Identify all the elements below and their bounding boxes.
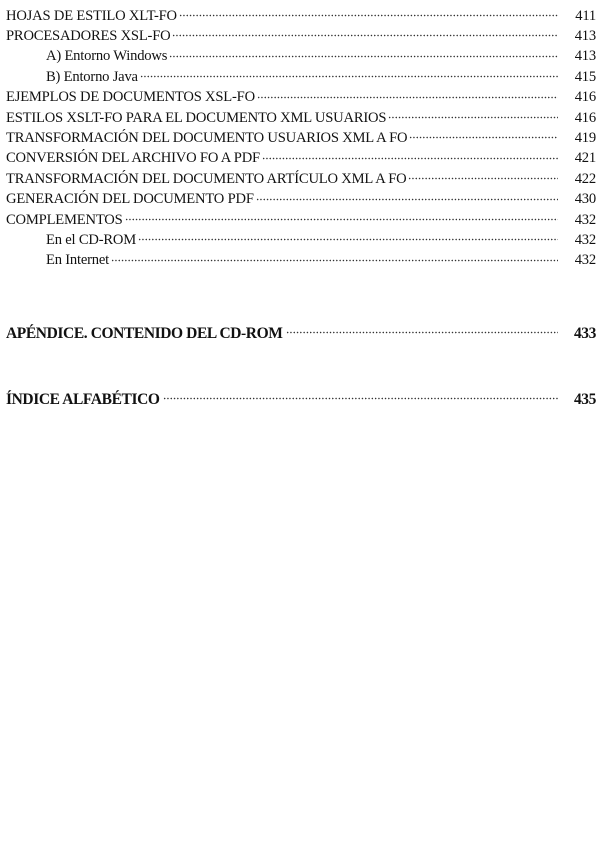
- toc-page-number: 419: [574, 129, 596, 146]
- toc-page-number: 422: [574, 170, 596, 187]
- leader-dots: [388, 110, 558, 125]
- toc-entry-label: PROCESADORES XSL-FO: [6, 27, 171, 44]
- toc-page-number: 416: [574, 109, 596, 126]
- toc-subentry-row[interactable]: [6, 229, 596, 249]
- leader-dots: [125, 212, 558, 227]
- leader-dots: [286, 325, 559, 341]
- toc-page-number: 435: [573, 390, 596, 408]
- toc-entry-label: COMPLEMENTOS: [6, 211, 123, 228]
- toc-entry-label: TRANSFORMACIÓN DEL DOCUMENTO ARTÍCULO XML A FO: [6, 170, 407, 187]
- toc-entry-row[interactable]: [6, 107, 596, 127]
- index-entry: [6, 388, 596, 408]
- toc-entry-row[interactable]: [6, 5, 596, 25]
- toc-entry-label: En el CD-ROM: [46, 231, 137, 248]
- toc-page-number: 432: [574, 231, 596, 248]
- leader-dots: [138, 232, 558, 247]
- toc-entry-label: En Internet: [46, 252, 110, 269]
- toc-entry-label: ESTILOS XSLT-FO PARA EL DOCUMENTO XML USUARIOS: [6, 109, 387, 126]
- leader-dots: [163, 391, 558, 407]
- toc-entry-label: GENERACIÓN DEL DOCUMENTO PDF: [6, 191, 254, 208]
- leader-dots: [111, 253, 558, 268]
- leader-dots: [140, 69, 558, 84]
- toc-main-row[interactable]: [6, 322, 596, 342]
- toc-page-number: 430: [574, 191, 596, 208]
- toc-entry-label: APÉNDICE. CONTENIDO DEL CD-ROM: [6, 324, 283, 342]
- toc-page-number: 432: [574, 211, 596, 228]
- toc-entry-label: ÍNDICE ALFABÉTICO: [6, 390, 160, 408]
- toc-entry-label: A) Entorno Windows: [46, 48, 168, 65]
- toc-entry-label: TRANSFORMACIÓN DEL DOCUMENTO USUARIOS XML A FO: [6, 129, 408, 146]
- leader-dots: [257, 90, 558, 105]
- leader-dots: [256, 192, 558, 207]
- toc-entry-label: EJEMPLOS DE DOCUMENTOS XSL-FO: [6, 89, 255, 106]
- leader-dots: [408, 171, 558, 186]
- toc-page-number: 432: [574, 252, 596, 269]
- toc-entry-row[interactable]: [6, 87, 596, 107]
- toc-page-number: 416: [574, 89, 596, 106]
- toc-entry-row[interactable]: [6, 209, 596, 229]
- leader-dots: [409, 130, 558, 145]
- toc-subentry-row[interactable]: [6, 66, 596, 86]
- leader-dots: [172, 28, 558, 43]
- toc-subentry-row[interactable]: [6, 46, 596, 66]
- toc-entry-row[interactable]: [6, 148, 596, 168]
- leader-dots: [179, 8, 558, 23]
- toc-entry-row[interactable]: [6, 168, 596, 188]
- toc-entry-row[interactable]: [6, 189, 596, 209]
- toc-page-number: 413: [574, 27, 596, 44]
- leader-dots: [262, 151, 558, 166]
- toc-entry-label: CONVERSIÓN DEL ARCHIVO FO A PDF: [6, 150, 260, 167]
- toc-entry-label: HOJAS DE ESTILO XLT-FO: [6, 7, 177, 24]
- toc-page-number: 411: [575, 7, 596, 24]
- toc-subentry-row[interactable]: [6, 250, 596, 270]
- toc-page-number: 415: [574, 68, 596, 85]
- toc-entry-row[interactable]: [6, 25, 596, 45]
- toc-page-number: 433: [573, 324, 596, 342]
- toc-entry-label: B) Entorno Java: [46, 68, 138, 85]
- toc-entry-row[interactable]: [6, 127, 596, 147]
- toc-page-number: 421: [574, 150, 596, 167]
- toc-page-number: 413: [574, 48, 596, 65]
- appendix-entry: [6, 322, 596, 342]
- table-of-contents: [6, 5, 596, 270]
- leader-dots: [169, 49, 558, 64]
- toc-main-row[interactable]: [6, 388, 596, 408]
